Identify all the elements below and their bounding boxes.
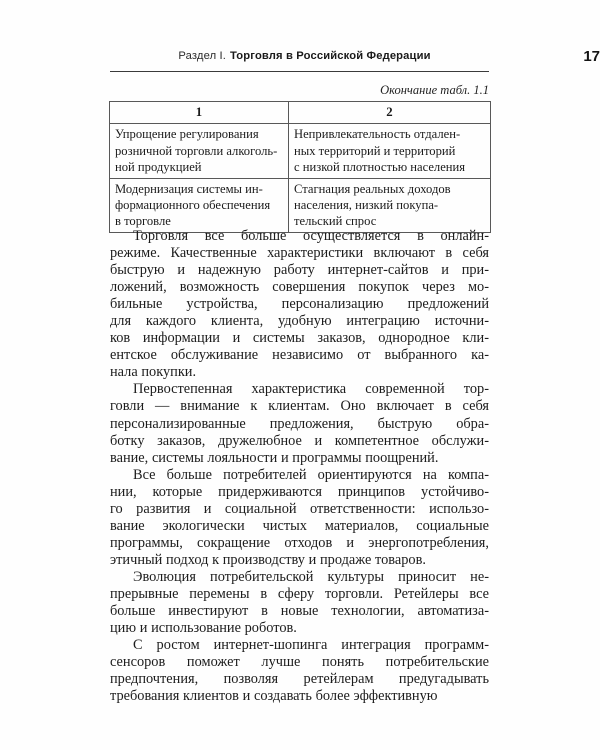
- paragraph-line: нала покупки.: [110, 364, 197, 381]
- header-divider-rule: [110, 71, 489, 72]
- body-text: [110, 228, 489, 705]
- table-column-header-2: 2: [289, 102, 491, 124]
- table-row: [110, 124, 491, 179]
- paragraph-line: цию и использование роботов.: [110, 620, 297, 637]
- paragraph: [110, 637, 489, 705]
- running-head: [110, 50, 489, 62]
- paragraph-line: Все больше потребителей ориентируются на компа-: [133, 466, 489, 483]
- table-cell-line: ной продукцией: [115, 159, 202, 174]
- factors-table: [109, 101, 491, 233]
- paragraph-line: вание, системы лояльности и программы поощрений.: [110, 449, 439, 466]
- paragraph-line: этичный подход к производству и продаже товаров.: [110, 551, 426, 568]
- paragraph-line: быструю и надежную работу интернет-сайтов и при-: [110, 262, 489, 279]
- table-row: [110, 178, 491, 233]
- paragraph-line: ботку заказов, дружелюбное и компетентное обслужи-: [110, 432, 489, 449]
- paragraph: [110, 569, 489, 637]
- table-cell-line: Модернизация системы ин-: [115, 181, 263, 196]
- running-head-section-label: Раздел I.: [178, 50, 227, 62]
- table-cell-line: с низкой плотностью населения: [294, 159, 466, 174]
- paragraph-line: персонализированные предложения, быструю обра-: [110, 415, 489, 432]
- paragraph-line: больше инвестируют в новые технологии, автоматиза-: [110, 603, 489, 620]
- paragraph-line: требования клиентов и создавать более эффективную: [110, 688, 438, 705]
- paragraph-line: нии, которые придерживаются принципов устойчиво-: [110, 483, 489, 500]
- table-column-header-1: 1: [110, 102, 289, 124]
- table-cell-col1: [110, 124, 289, 179]
- table-caption: Окончание табл. 1.1: [380, 83, 489, 97]
- paragraph-line: ентское обслуживание независимо от выбранного ка-: [110, 347, 489, 364]
- paragraph-line: Эволюция потребительской культуры приносит не-: [133, 568, 489, 585]
- paragraph-line: программы, сокращение отходов и энергопотребления,: [110, 534, 489, 551]
- page-number: 17: [583, 48, 600, 65]
- paragraph-line: для каждого клиента, удобную интеграцию источни-: [110, 313, 489, 330]
- paragraph-line: С ростом интернет-шопинга интеграция программ-: [133, 637, 489, 654]
- table-cell-col1: [110, 178, 289, 233]
- paragraph-line: режиме. Качественные характеристики включают в себя: [110, 245, 489, 262]
- table-cell-col2: [289, 124, 491, 179]
- paragraph-line: прерывные перемены в сферу торговли. Ретейлеры все: [110, 585, 489, 602]
- table-cell-line: тельский спрос: [294, 214, 377, 229]
- paragraph-line: го развития и социальной ответственности: использо-: [110, 500, 489, 517]
- table-cell-line: Упрощение регулирования: [115, 127, 259, 142]
- table-cell-line: розничной торговли алкоголь-: [115, 143, 278, 158]
- paragraph: [110, 228, 489, 381]
- paragraph: [110, 381, 489, 466]
- paragraph-line: Торговля все больше осуществляется в онлайн-: [133, 228, 489, 244]
- paragraph-line: ков информации и системы заказов, однородное кли-: [110, 330, 489, 347]
- paragraph-line: ложений, возможность совершения покупок через мо-: [110, 279, 489, 296]
- table-cell-line: формационного обеспечения: [115, 198, 271, 213]
- table-header-row: [110, 102, 491, 124]
- table-cell-line: Непривлекательность отдален-: [294, 127, 461, 142]
- table-cell-line: ных территорий и территорий: [294, 143, 456, 158]
- paragraph-line: Первостепенная характеристика современной тор-: [133, 381, 489, 398]
- table-cell-line: в торговле: [115, 214, 171, 229]
- table-cell-line: Стагнация реальных доходов: [294, 181, 451, 196]
- paragraph-line: вание экологически чистых материалов, социальные: [110, 517, 489, 534]
- paragraph-line: сенсоров поможет лучше понять потребительские: [110, 654, 489, 671]
- paragraph-line: говли — внимание к клиентам. Оно включает в себя: [110, 398, 489, 415]
- paragraph-line: бильные устройства, персонализацию предложений: [110, 296, 489, 313]
- table-cell-col2: [289, 178, 491, 233]
- paragraph: [110, 467, 489, 569]
- table-cell-line: населения, низкий покупа-: [294, 198, 439, 213]
- paragraph-line: предпочтения, позволяя ретейлерам предугадывать: [110, 671, 489, 688]
- running-head-title: Торговля в Российской Федерации: [230, 50, 431, 62]
